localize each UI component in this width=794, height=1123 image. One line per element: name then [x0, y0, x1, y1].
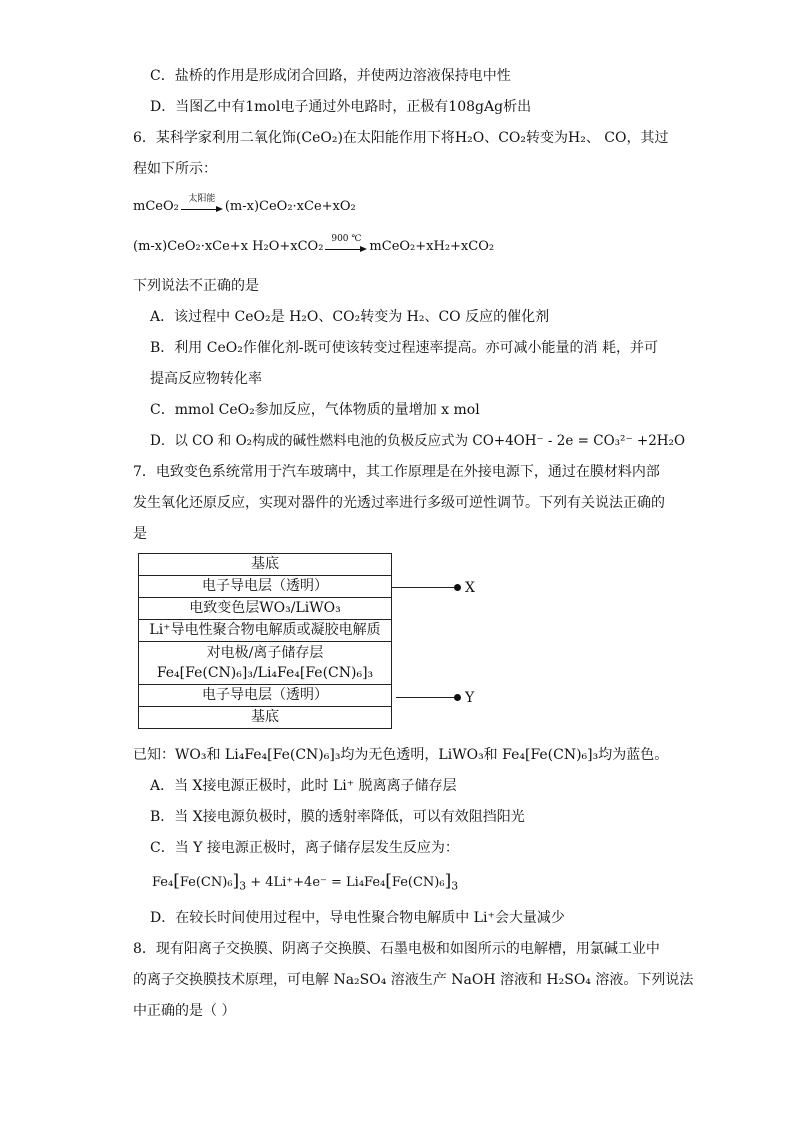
q7-stem-line-3: 是	[133, 526, 147, 542]
q6-option-d: D．以 CO 和 O₂构成的碱性燃料电池的负极反应式为 CO+4OH⁻ - 2e = CO₃²⁻ +2H₂O	[150, 433, 686, 449]
eq-left-formula: Fe₄	[152, 875, 174, 890]
q6-stem-line-2: 程如下所示：	[133, 161, 217, 177]
terminal-y-label: Y	[465, 690, 475, 706]
q6-option-b-line-1: B．利用 CeO₂作催化剂-既可使该转变过程速率提高。亦可减小能量的消 耗，并可	[150, 340, 659, 356]
q6-stem-line-1: 6．某科学家利用二氧化饰(CeO₂)在太阳能作用下将H₂O、CO₂转变为H₂、 CO，其过	[133, 130, 669, 146]
layer-substrate-top: 基底	[139, 554, 391, 576]
terminal-y-wire	[396, 697, 457, 698]
q8-stem-line-2: 的离子交换膜技术原理，可电解 Na₂SO₄ 溶液生产 NaOH 溶液和 H₂SO₄ 溶液。下列说法	[133, 972, 694, 988]
eq-left-complex: Fe(CN)₆	[179, 875, 233, 890]
layer-electron-conductive-top: 电子导电层（透明）	[139, 576, 391, 598]
q7-option-a: A．当 X接电源正极时，此时 Li⁺ 脱离离子储存层	[150, 778, 457, 794]
arrow-condition-label: 太阳能	[188, 194, 216, 204]
q8-stem-line-1: 8．现有阳离子交换膜、阴离子交换膜、石墨电极和如图所示的电解槽，用氯碱工业中	[133, 941, 660, 957]
equation-1-products: (m-x)CeO₂·xCe+xO₂	[224, 199, 356, 214]
q8-stem-line-3: 中正确的是（ ）	[133, 1003, 236, 1019]
q7-option-d: D．在较长时间使用过程中，导电性聚合物电解质中 Li⁺会大量减少	[150, 910, 565, 926]
q5-option-d: D．当图乙中有1mol电子通过外电路时，正极有108gAg析出	[150, 99, 532, 115]
q6-equation-2	[133, 234, 495, 257]
q6-option-c: C．mmol CeO₂参加反应，气体物质的量增加 x mol	[150, 402, 480, 418]
eq-right-subscript: 3	[451, 879, 459, 893]
equation-2-reactants: (m-x)CeO₂·xCe+x H₂O+xCO₂	[133, 239, 324, 254]
eq-left-subscript: 3	[239, 879, 247, 893]
layer-electron-conductive-bottom: 电子导电层（透明）	[139, 685, 391, 707]
q7-known-info: 已知：WO₃和 Li₄Fe₄[Fe(CN)₆]₃均为无色透明，LiWO₃和 Fe₄[Fe(CN)₆]₃均为蓝色。	[133, 747, 669, 763]
arrow-condition-label: 900 ℃	[331, 234, 362, 244]
q7-option-b: B．当 X接电源负极时，膜的透射率降低，可以有效阻挡阳光	[150, 809, 525, 825]
q6-prompt: 下列说法不正确的是	[133, 278, 259, 294]
q7-option-c-equation: $Fe_4[Fe(CN)_6]_3 + 4Li^++4e^- = Li_4Fe_4[Fe(CN)_6]_3$	[152, 871, 459, 893]
terminal-y-dot	[454, 694, 461, 701]
q5-option-c: C．盐桥的作用是形成闭合回路，并使两边溶液保持电中性	[150, 68, 511, 84]
layer-electrochromic: 电致变色层WO₃/LiWO₃	[139, 598, 391, 620]
electrochromic-layer-diagram	[138, 553, 392, 729]
layer-ion-storage	[139, 642, 391, 685]
equation-1-reactants: mCeO₂	[133, 199, 179, 214]
q6-option-a: A．该过程中 CeO₂是 H₂O、CO₂转变为 H₂、CO 反应的催化剂	[150, 309, 550, 325]
layer-electrolyte: Li⁺导电性聚合物电解质或凝胶电解质	[139, 620, 391, 642]
equation-2-products: mCeO₂+xH₂+xCO₂	[369, 239, 495, 254]
terminal-x-label: X	[465, 580, 475, 596]
q7-option-c: C．当 Y 接电源正极时，离子储存层发生反应为：	[150, 840, 459, 856]
reaction-arrow-sunlight	[181, 194, 223, 217]
terminal-x-wire	[391, 587, 457, 588]
q6-option-b-line-2: 提高反应物转化率	[150, 371, 262, 387]
eq-right-complex: Fe(CN)₆	[391, 875, 445, 890]
ion-storage-title: 对电极/离子储存层	[206, 645, 324, 661]
ion-storage-formula: Fe₄[Fe(CN)₆]₃/Li₄Fe₄[Fe(CN)₆]₃	[156, 665, 374, 681]
q7-stem-line-1: 7．电致变色系统常用于汽车玻璃中，其工作原理是在外接电源下，通过在膜材料内部	[133, 464, 660, 480]
terminal-x-dot	[454, 584, 461, 591]
reaction-arrow-900c	[325, 234, 367, 257]
layer-substrate-bottom: 基底	[139, 707, 391, 729]
eq-middle: + 4Li⁺+4e⁻ = Li₄Fe₄	[246, 875, 386, 890]
q7-stem-line-2: 发生氧化还原反应，实现对器件的光透过率进行多级可逆性调节。下列有关说法正确的	[133, 495, 665, 511]
q6-equation-1	[133, 194, 356, 217]
